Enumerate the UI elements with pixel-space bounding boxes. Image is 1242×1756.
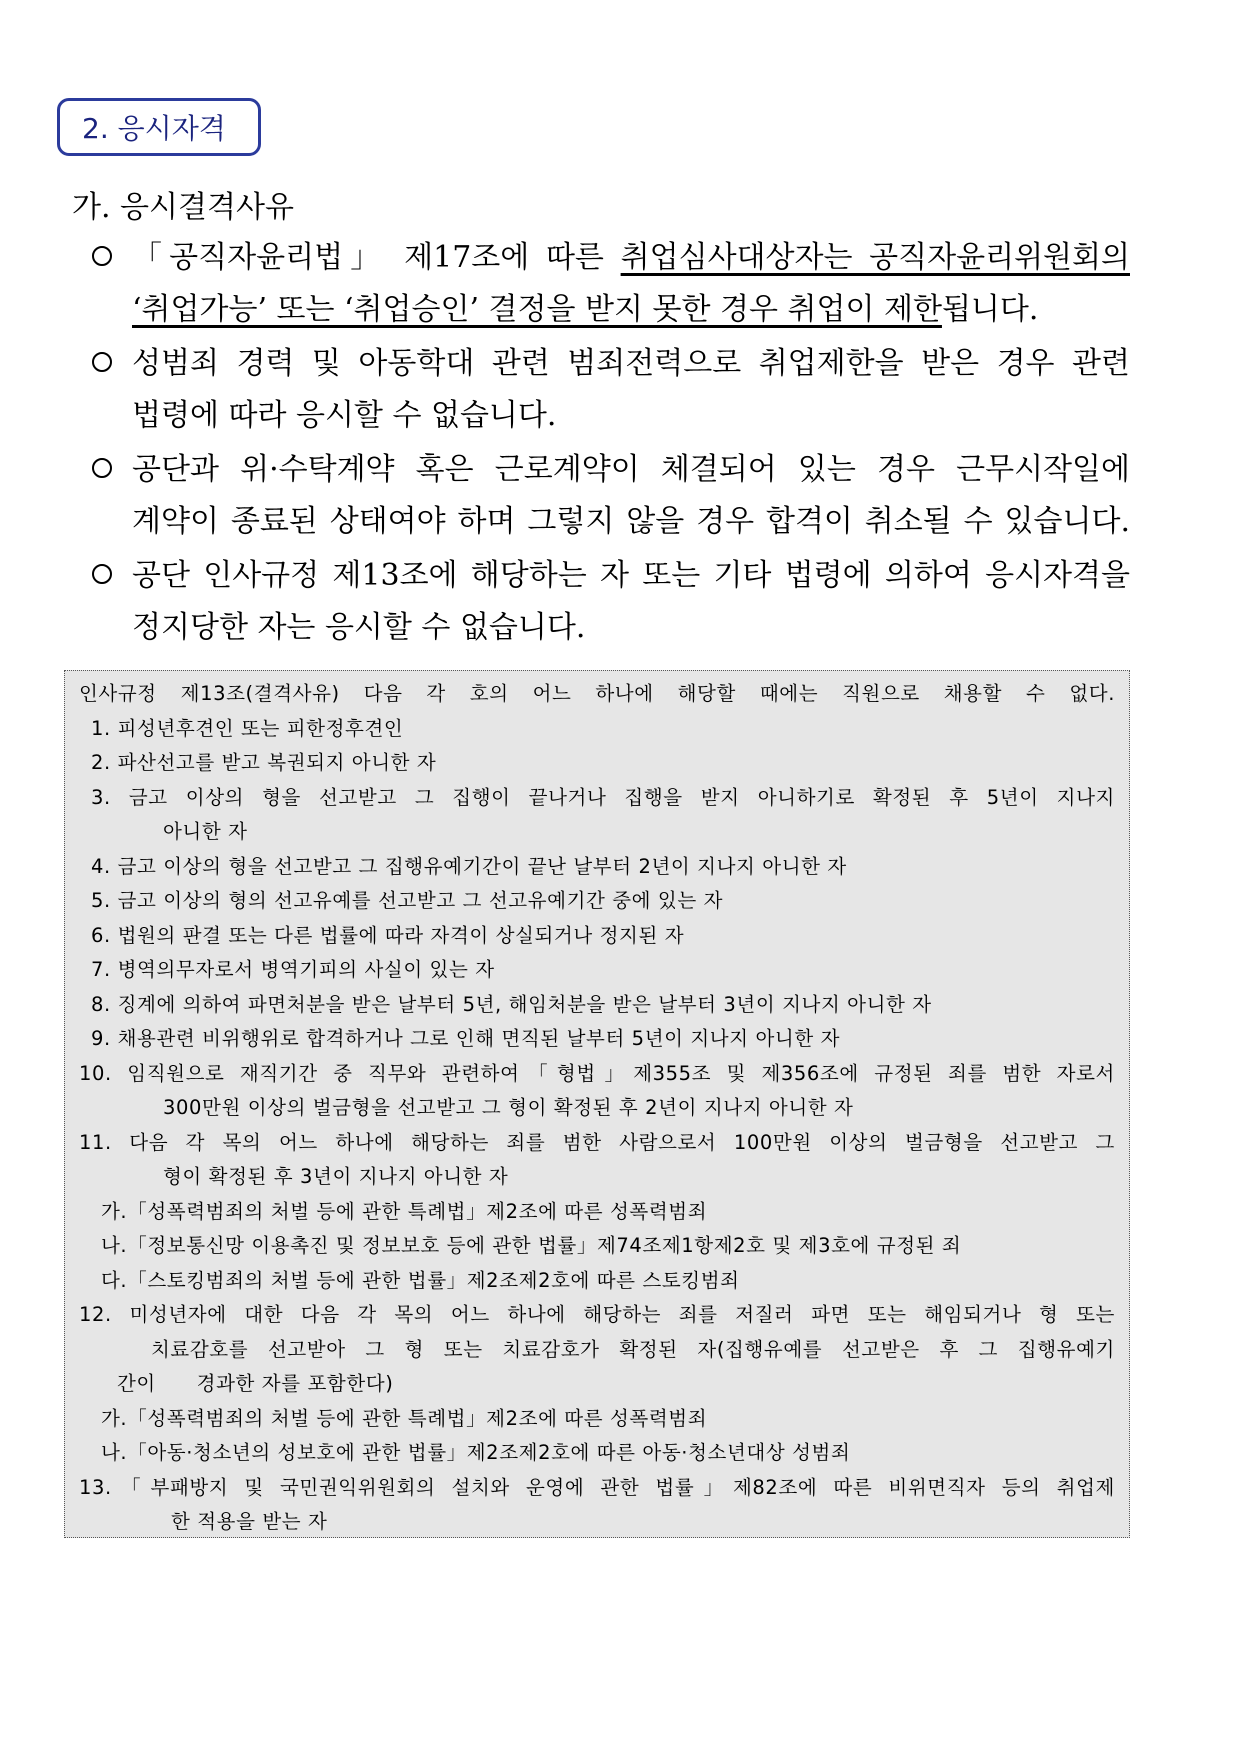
bullet-line: 공단과 위·수탁계약 혹은 근로계약이 체결되어 있는 경우 근무시작일에: [132, 452, 1130, 487]
regulation-item: 6. 법원의 판결 또는 다른 법률에 따라 자격이 상실되거나 정지된 자: [91, 923, 685, 947]
regulation-subitem: 나.「아동·청소년의 성보호에 관한 법률」제2조제2호에 따른 아동·청소년대상 성범죄: [101, 1441, 851, 1464]
regulation-item: 7. 병역의무자로서 병역기피의 사실이 있는 자: [91, 958, 495, 981]
bullet-item: [84, 444, 1130, 548]
bullet-item: [84, 550, 1130, 654]
regulation-item-continued: 형이 확정된 후 3년이 지나지 아니한 자: [163, 1165, 509, 1188]
regulation-item: 10. 임직원으로 재직기간 중 직무와 관련하여「형법」제355조 및 제356조에 규정된 죄를 범한 자로서: [79, 1061, 1115, 1085]
regulation-item: 8. 징계에 의하여 파면처분을 받은 날부터 5년, 해임처분을 받은 날부터 3년이 지나지 아니한 자: [91, 992, 932, 1016]
underlined-text: ‘취업가능’ 또는 ‘취업승인’ 결정을 받지 못한 경우 취업이 제한: [132, 292, 942, 327]
regulation-excerpt-box: [64, 670, 1130, 1538]
regulation-item-continued: 치료감호를 선고받아 그 형 또는 치료감호가 확정된 자(집행유예를 선고받은 후 그 집행유예기: [151, 1337, 1115, 1361]
regulation-item: 2. 파산선고를 받고 복권되지 아니한 자: [91, 751, 437, 774]
bullet-line: 성범죄 경력 및 아동학대 관련 범죄전력으로 취업제한을 받은 경우 관련: [132, 346, 1130, 381]
regulation-heading: 인사규정 제13조(결격사유) 다음 각 호의 어느 하나에 해당할 때에는 직원으로 채용할 수 없다.: [79, 682, 1115, 705]
circle-bullet-icon: [92, 458, 112, 478]
regulation-subitem: 가.「성폭력범죄의 처벌 등에 관한 특례법」제2조에 따른 성폭력범죄: [101, 1406, 708, 1430]
bullet-line: 공단 인사규정 제13조에 해당하는 자 또는 기타 법령에 의하여 응시자격을: [132, 558, 1130, 593]
bullet-line: ‘취업가능’ 또는 ‘취업승인’ 결정을 받지 못한 경우 취업이 제한됩니다.: [132, 292, 1039, 327]
circle-bullet-icon: [92, 352, 112, 372]
subsection-title: 가. 응시결격사유: [72, 190, 294, 225]
regulation-item: 9. 채용관련 비위행위로 합격하거나 그로 인해 면직된 날부터 5년이 지나지 아니한 자: [91, 1027, 841, 1050]
regulation-item-continued: 아니한 자: [163, 820, 248, 843]
regulation-subitem: 다.「스토킹범죄의 처벌 등에 관한 법률」제2조제2호에 따른 스토킹범죄: [101, 1268, 740, 1292]
eligibility-bullet-list: [84, 232, 1130, 654]
regulation-subitem: 나.「정보통신망 이용촉진 및 정보보호 등에 관한 법률」제74조제1항제2호 및 제3호에 규정된 죄: [101, 1234, 962, 1257]
regulation-item: 3. 금고 이상의 형을 선고받고 그 집행이 끝나거나 집행을 받지 아니하기로 확정된 후 5년이 지나지: [91, 785, 1115, 809]
circle-bullet-icon: [92, 564, 112, 584]
regulation-item: 1. 피성년후견인 또는 피한정후견인: [91, 716, 404, 740]
underlined-text: 취업심사대상자는 공직자윤리위원회의: [620, 240, 1130, 275]
bullet-item: [84, 338, 1130, 442]
regulation-item: 13.「부패방지 및 국민권익위원회의 설치와 운영에 관한 법률」제82조에 따른 비위면직자 등의 취업제: [79, 1475, 1115, 1499]
regulation-item: 5. 금고 이상의 형의 선고유예를 선고받고 그 선고유예기간 중에 있는 자: [91, 889, 724, 912]
regulation-item-continued: 300만원 이상의 벌금형을 선고받고 그 형이 확정된 후 2년이 지나지 아니한 자: [163, 1096, 854, 1119]
regulation-item: 4. 금고 이상의 형을 선고받고 그 집행유예기간이 끝난 날부터 2년이 지나지 아니한 자: [91, 854, 847, 878]
section-heading-box: [57, 98, 261, 156]
circle-bullet-icon: [92, 246, 112, 266]
regulation-subitem: 가.「성폭력범죄의 처벌 등에 관한 특례법」제2조에 따른 성폭력범죄: [101, 1199, 708, 1223]
bullet-line: 「공직자윤리법」 제17조에 따른 취업심사대상자는 공직자윤리위원회의: [132, 240, 1130, 275]
regulation-item-continued: 한 적용을 받는 자: [171, 1510, 328, 1533]
section-title: 2. 응시자격: [82, 112, 226, 145]
bullet-line: 계약이 종료된 상태여야 하며 그렇지 않을 경우 합격이 취소될 수 있습니다.: [132, 504, 1130, 539]
regulation-item-continued: 간이 경과한 자를 포함한다): [117, 1372, 394, 1395]
bullet-line: 정지당한 자는 응시할 수 없습니다.: [132, 610, 586, 645]
regulation-item: 11. 다음 각 목의 어느 하나에 해당하는 죄를 범한 사람으로서 100만원 이상의 벌금형을 선고받고 그: [79, 1130, 1115, 1154]
bullet-item: [84, 232, 1130, 336]
regulation-item: 12. 미성년자에 대한 다음 각 목의 어느 하나에 해당하는 죄를 저질러 파면 또는 해임되거나 형 또는: [79, 1303, 1115, 1326]
bullet-line: 법령에 따라 응시할 수 없습니다.: [132, 398, 557, 433]
